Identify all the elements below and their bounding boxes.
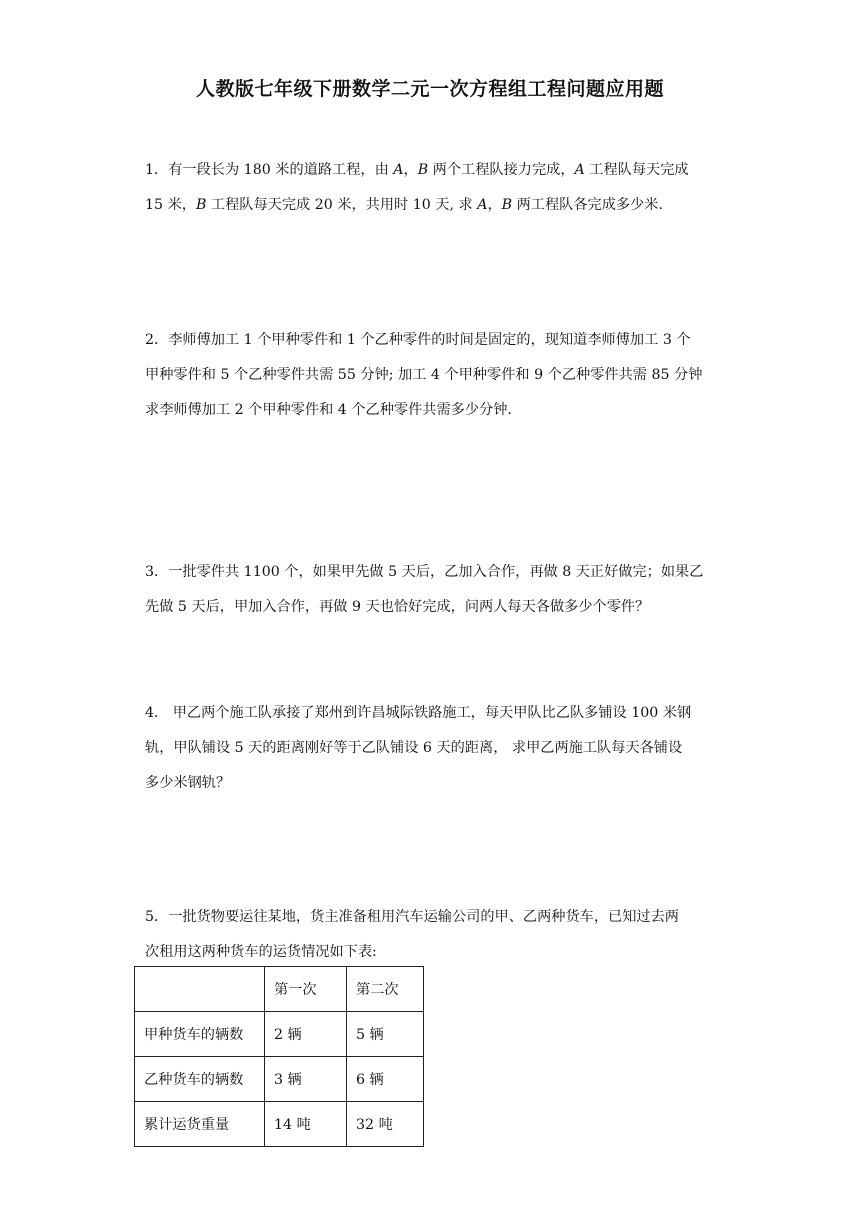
table-cell: 累计运货重量	[135, 1102, 265, 1147]
table-header-cell	[135, 967, 265, 1012]
problem-text: 轨，甲队铺设 5 天的距离刚好等于乙队铺设 6 天的距离， 求甲乙两施工队每天各铺设	[145, 740, 683, 756]
table-cell: 3 辆	[265, 1057, 347, 1102]
problem-text-line	[145, 358, 717, 393]
problem-text-line	[145, 555, 717, 590]
table-cell: 14 吨	[265, 1102, 347, 1147]
problem-text: 甲种零件和 5 个乙种零件共需 55 分钟; 加工 4 个甲种零件和 9 个乙种零件共需 85 分钟	[145, 367, 703, 383]
problem-text-line	[145, 766, 717, 801]
problem-text-line	[145, 590, 717, 625]
math-variable: B	[195, 197, 207, 213]
table-cell: 5 辆	[347, 1012, 424, 1057]
table-header-cell: 第二次	[347, 967, 424, 1012]
table-header-cell: 第一次	[265, 967, 347, 1012]
math-variable: A	[477, 197, 488, 213]
problem-text: 4． 甲乙两个施工队承接了郑州到许昌城际铁路施工，每天甲队比乙队多铺设 100 米钢	[145, 705, 692, 721]
math-variable: A	[574, 162, 585, 178]
table-cell: 乙种货车的辆数	[135, 1057, 265, 1102]
problem-text-line	[145, 935, 717, 970]
math-variable: A	[393, 162, 404, 178]
table-row	[135, 1057, 424, 1102]
problem-4	[145, 696, 717, 801]
problem-text-line	[145, 900, 717, 935]
problem-text: 2．李师傅加工 1 个甲种零件和 1 个乙种零件的时间是固定的，现知道李师傅加工 3 个	[145, 332, 691, 348]
problem-1	[145, 153, 717, 223]
freight-table	[134, 966, 424, 1147]
problem-text: 3．一批零件共 1100 个，如果甲先做 5 天后，乙加入合作，再做 8 天正好做完；如果乙	[145, 564, 704, 580]
problem-text: 工程队每天完成	[584, 162, 689, 178]
problem-text: 15 米，	[145, 197, 196, 213]
problem-3	[145, 555, 717, 625]
problem-5	[145, 900, 717, 970]
problem-text: 求李师傅加工 2 个甲种零件和 4 个乙种零件共需多少分钟.	[145, 402, 512, 418]
table-row	[135, 1102, 424, 1147]
table-cell: 2 辆	[265, 1012, 347, 1057]
problem-text: 1．有一段长为 180 米的道路工程，由	[145, 162, 394, 178]
table-cell: 6 辆	[347, 1057, 424, 1102]
problem-text-line	[145, 393, 717, 428]
problem-text-line	[145, 731, 717, 766]
problem-text-line	[145, 153, 717, 188]
problem-text-line	[145, 323, 717, 358]
page-title: 人教版七年级下册数学二元一次方程组工程问题应用题	[195, 78, 664, 100]
math-variable: B	[501, 197, 513, 213]
problem-text: 两工程队各完成多少米.	[512, 197, 663, 213]
problem-text: ，	[403, 162, 418, 178]
problem-text: ，	[487, 197, 502, 213]
table-cell: 甲种货车的辆数	[135, 1012, 265, 1057]
problem-text: 多少米钢轨？	[145, 775, 231, 791]
problem-text: 次租用这两种货车的运货情况如下表:	[145, 944, 377, 960]
math-variable: B	[417, 162, 429, 178]
problem-2	[145, 323, 717, 428]
problem-text-line	[145, 696, 717, 731]
problem-text: 工程队每天完成 20 米，共用时 10 天, 求	[206, 197, 478, 213]
problem-text: 5．一批货物要运往某地，货主准备租用汽车运输公司的甲、乙两种货车，已知过去两	[145, 909, 679, 925]
table-row	[135, 1012, 424, 1057]
problem-text: 先做 5 天后，甲加入合作，再做 9 天也恰好完成，问两人每天各做多少个零件？	[145, 599, 650, 615]
problem-text: 两个工程队接力完成，	[428, 162, 575, 178]
table-header-row	[135, 967, 424, 1012]
problem-text-line	[145, 188, 717, 223]
table-cell: 32 吨	[347, 1102, 424, 1147]
